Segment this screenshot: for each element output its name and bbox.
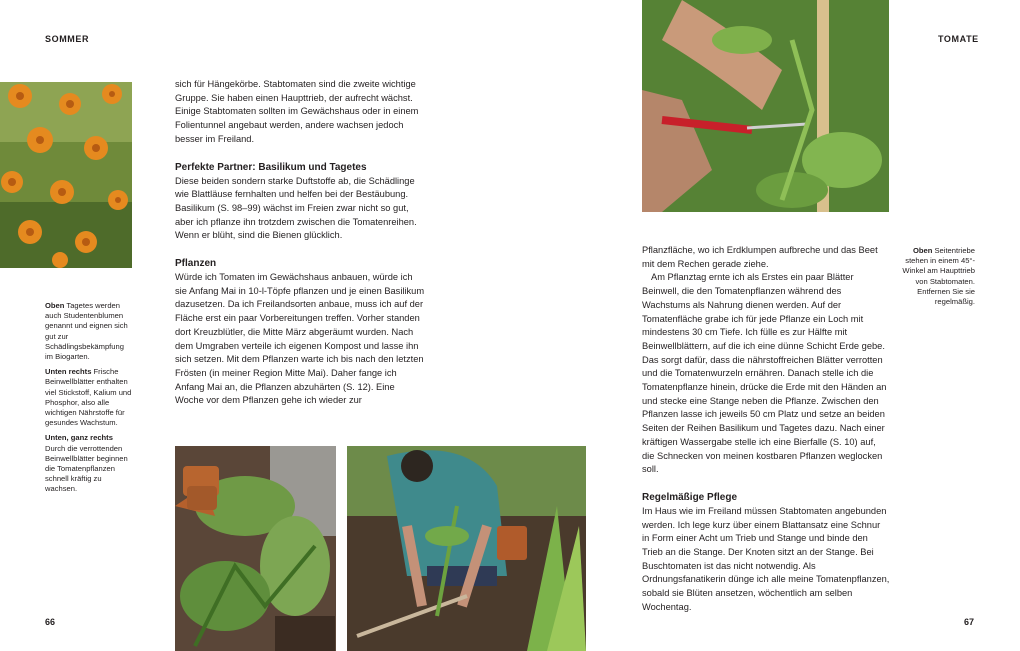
running-head-left: SOMMER xyxy=(45,34,90,44)
marigold-photo xyxy=(0,82,132,268)
page-number-left: 66 xyxy=(45,617,56,627)
caption-top: Oben Tagetes werden auch Studentenblumen genannt und eignen sich gut zur Schädlingsbekämpfung im Biogarten. xyxy=(45,301,128,362)
left-body-column xyxy=(175,78,425,408)
paragraph: Am Pflanztag ernte ich als Erstes ein paar Blätter Beinwell, die den Tomatenpflanzen während des Wachstums als Nahrung dienen werden. Auf der Tomatenfläche grabe ich für jede Pflanze ein Loch mit mindestens 30 cm Tiefe. Ich fülle es zur Hälfte mit Beinwellblättern, auf die ich eine dünne Schicht Erde gebe. Das sorgt dafür, dass die nährstoffreichen Blätter verrotten und die Tomatenwurzeln ernähren. Danach stelle ich die Tomatenpflanze hinein, drücke die Erde mit den Händen an und stecke eine Stange neben die Pflanze. Zwischen den Pflanzen lasse ich jeweils 50 cm Platz und setze an beiden Seiten der Reihen Basilikum und Tagetes dazu. Nach einer kräftigen Wassergabe stelle ich eine Bierfalle (S. 10) auf, die Schnecken von meinen kostbaren Pflanzen weglocken soll. xyxy=(642,272,887,475)
right-body-column xyxy=(642,244,890,615)
paragraph: sich für Hängekörbe. Stabtomaten sind die zweite wichtige Gruppe. Sie haben einen Haupttrieb, der aufrecht wächst. Einige Stabtomaten sollten im Gewächshaus oder in einem Folientunnel angebaut werden, andere wachsen jedoch besser im Freiland. xyxy=(175,79,419,144)
running-head-right: TOMATE xyxy=(938,34,979,44)
caption-bottom-far-right: Unten, ganz rechts Durch die verrottenden Beinwellblätter beginnen die Tomatenpflanzen schnell kräftig zu wachsen. xyxy=(45,433,128,494)
paragraph: Würde ich Tomaten im Gewächshaus anbauen, würde ich sie Anfang Mai in 10-l-Töpfe pflanzen und je einen Basilikum dazusetzen. Da ich Freilandsorten anbaue, muss ich auf der Fläche erst ein paar Vorbereitungen treffen. Vorher standen dort Kreuzblütler, die Mitte März abgeräumt wurden. Nach dem Umgraben verteile ich eigenen Kompost und lasse ihn sich setzen. Mit dem Pflanzen warte ich bis nach den letzten Frösten (in meiner Region Mitte Mai). Daher fange ich Anfang Mai an, die Pflanzen abzuhärten (S. 12). Eine Woche vor dem Pflanzen gehe ich wieder zur xyxy=(175,272,425,406)
planting-tomato-photo xyxy=(347,446,586,651)
caption-bottom-right: Unten rechts Frische Beinwellblätter enthalten viel Stickstoff, Kalium und Phosphor, also alle wichtigen Nährstoffe für gesundes Wachstum. xyxy=(45,367,132,428)
left-captions xyxy=(45,301,132,500)
pruning-tomato-photo xyxy=(642,0,889,212)
paragraph: Im Haus wie im Freiland müssen Stabtomaten angebunden werden. Ich lege kurz über einem Blattansatz eine Schnur in Form einer Acht um Trieb und Stange und binde den Trieb an die Stange. Der Knoten sitzt an der Stange. Bei Buschtomaten ist das nicht notwendig. Als Ordnungsfanatikerin dünge ich alle meine Tomatenpflanzen, sobald sie Blüten ansetzen, wöchentlich am selben Wochentag. xyxy=(642,505,890,612)
paragraph: Pflanzfläche, wo ich Erdklumpen aufbreche und das Beet mit dem Rechen gerade ziehe. xyxy=(642,245,878,269)
caption-top: Oben Seitentriebe stehen in einem 45°-Winkel am Haupttrieb von Stabtomaten. Entfernen Sie sie regelmäßig. xyxy=(902,246,975,307)
section-heading: Pflanzen xyxy=(175,258,217,270)
paragraph: Diese beiden sondern starke Duftstoffe ab, die Schädlinge wie Blattläuse fernhalten und helfen bei der Bestäubung. Basilikum (S. 98–99) wächst im Freien zwar nicht so gut, aber ich pflanze ihn trotzdem zwischen die Tomatenreihen. Wenn er blüht, sind die Bienen glücklich. xyxy=(175,175,417,241)
comfrey-pots-photo xyxy=(175,446,336,651)
page-number-right: 67 xyxy=(964,617,975,627)
right-caption xyxy=(895,246,975,312)
section-heading: Perfekte Partner: Basilikum und Tagetes xyxy=(175,161,367,173)
section-heading: Regelmäßige Pflege xyxy=(642,491,738,503)
